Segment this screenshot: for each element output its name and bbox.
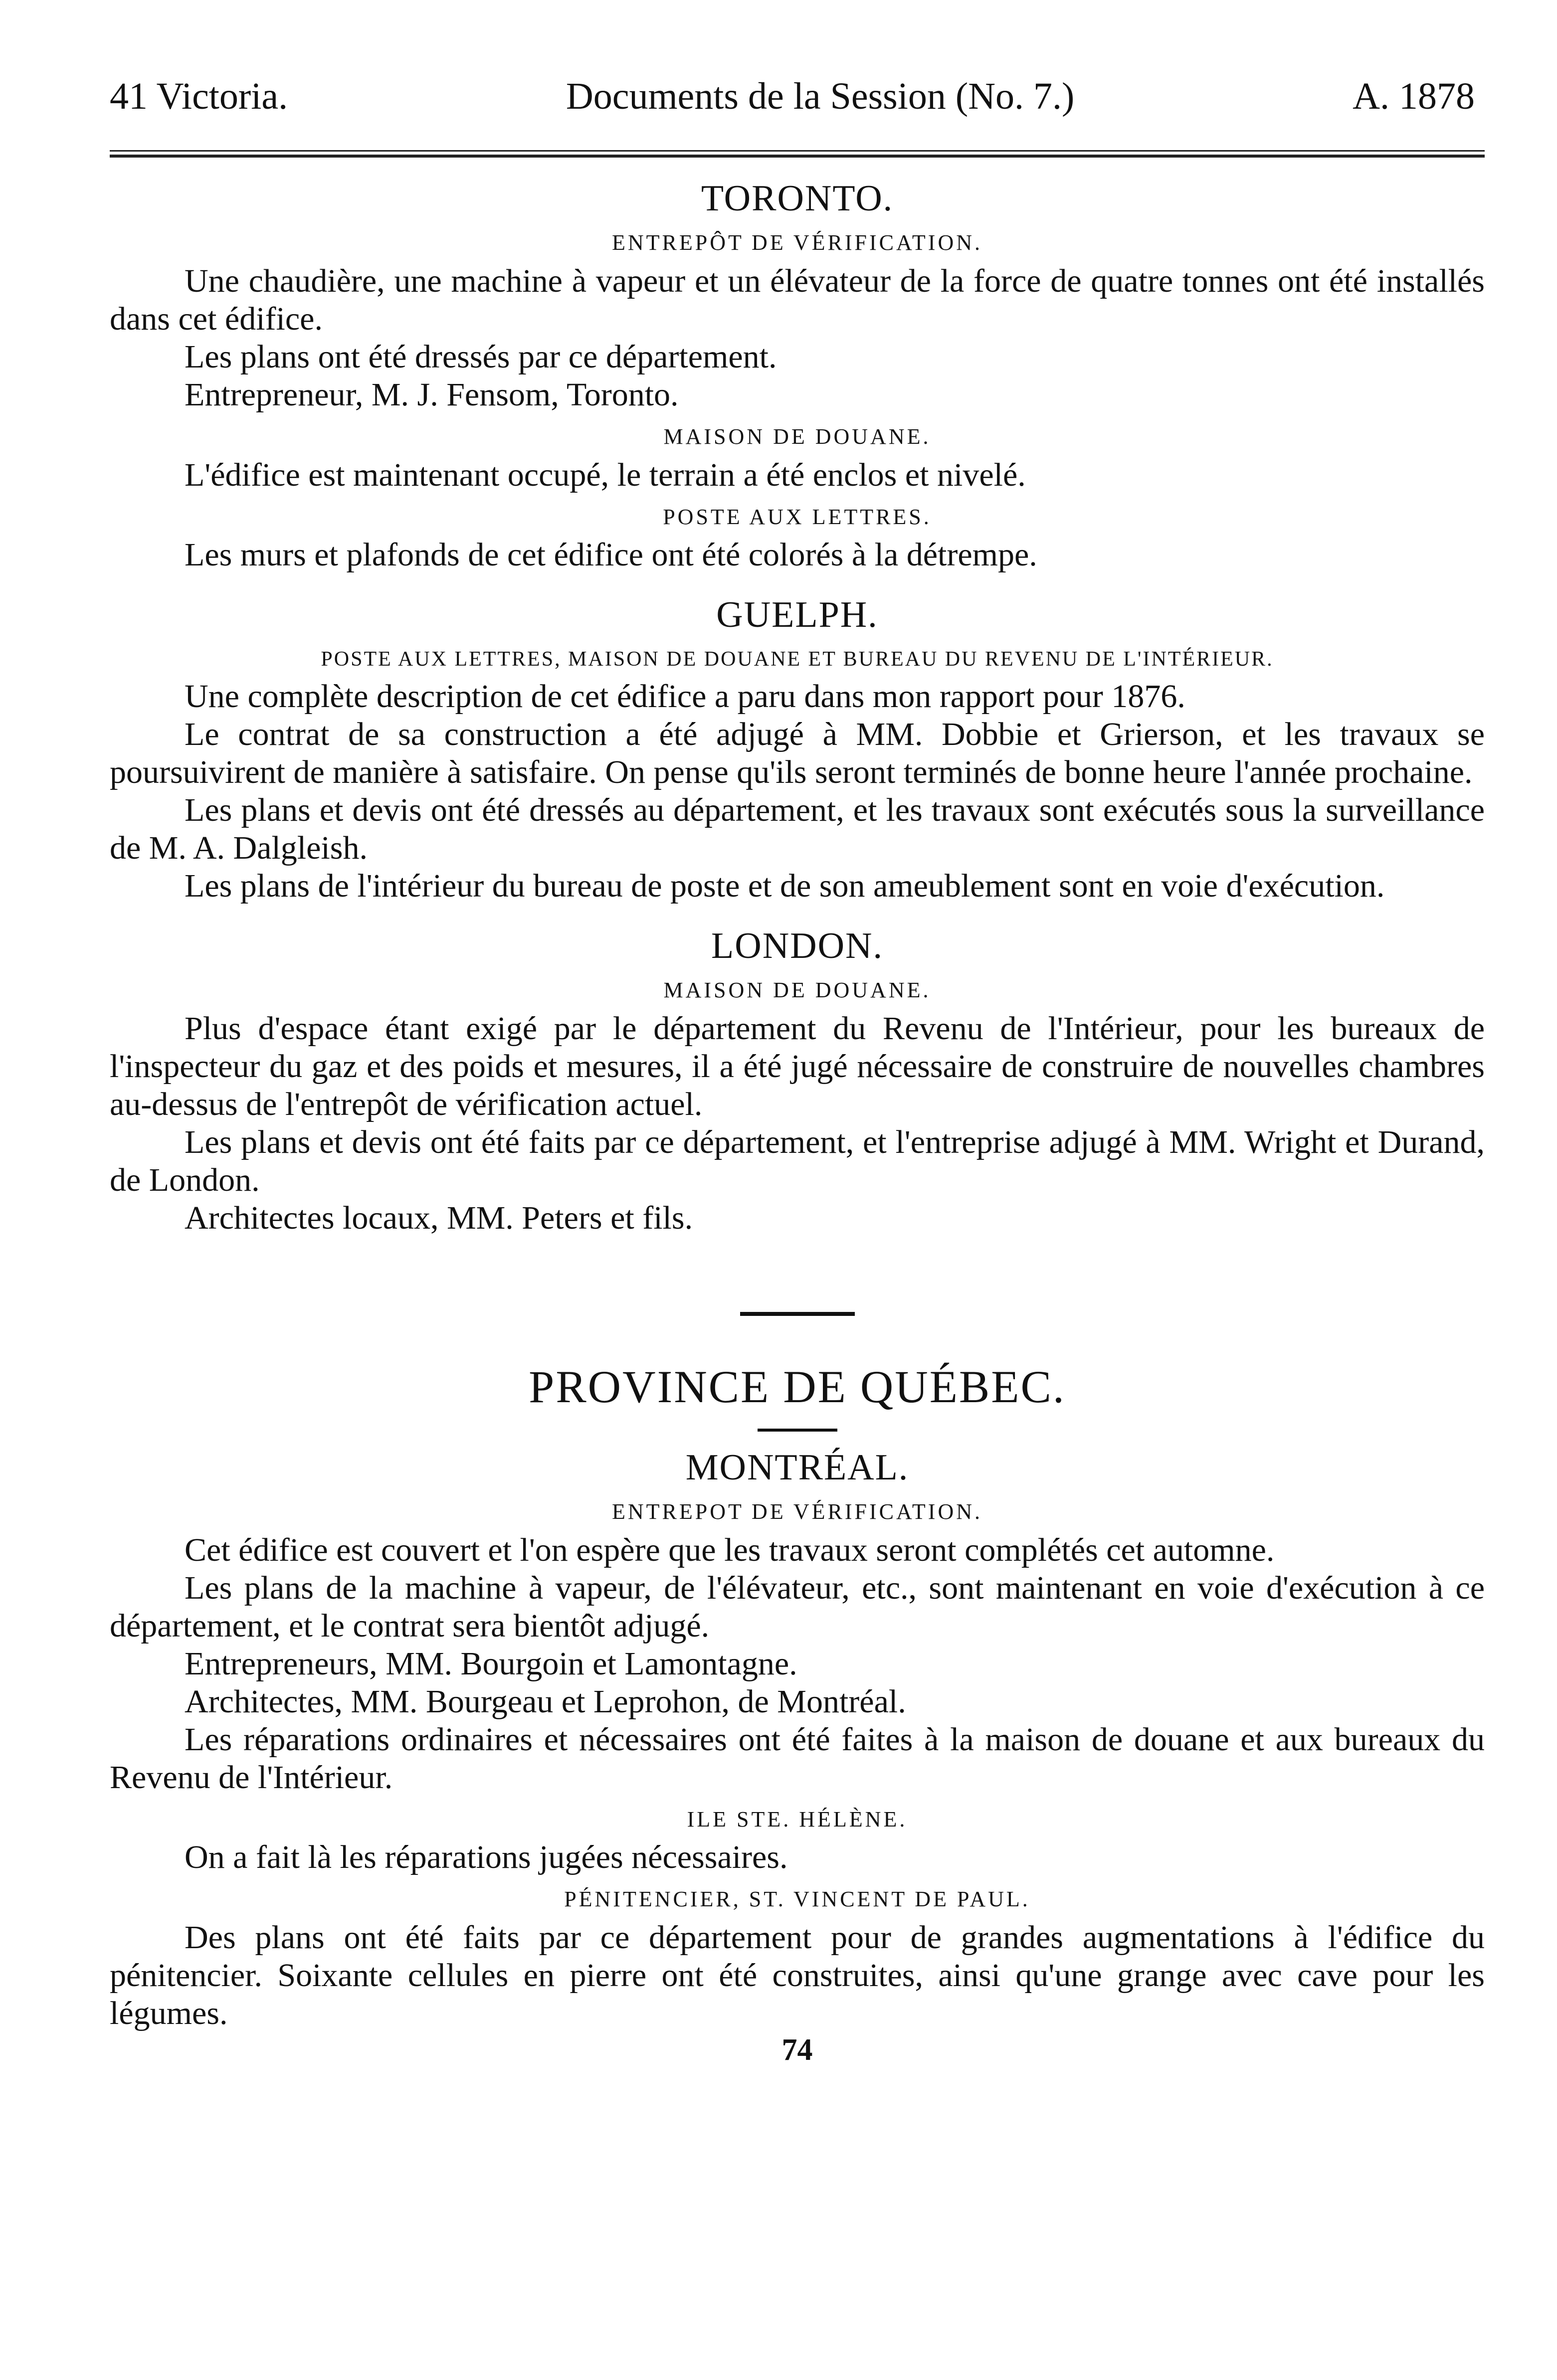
heading-toronto: TORONTO. <box>701 178 894 219</box>
subheading-london-douane: MAISON DE DOUANE. <box>663 978 931 1003</box>
header-rule-thick <box>110 155 1485 158</box>
heading-guelph: GUELPH. <box>716 594 878 636</box>
paragraph: Plus d'espace étant exigé par le département du Revenu de l'Intérieur, pour les bureaux de l'inspecteur du gaz et des poids et mesures, il a été jugé nécessaire de construire de nouvelles chambres au-dessus de l'entrepôt de vérification actuel. <box>110 1010 1485 1122</box>
page-number: 74 <box>781 2033 813 2067</box>
section-separator <box>740 1312 855 1316</box>
paragraph: Les plans de l'intérieur du bureau de poste et de son ameublement sont en voie d'exécution. <box>185 867 1385 904</box>
paragraph: Des plans ont été faits par ce département pour de grandes augmentations à l'édifice du pénitencier. Soixante cellules en pierre ont été construites, ainsi qu'une grange avec cave pour les légumes. <box>110 1919 1485 2032</box>
paragraph: Les plans et devis ont été dressés au département, et les travaux sont exécutés sous la surveillance de M. A. Dalgleish. <box>110 791 1485 866</box>
header-year: A. 1878 <box>1353 75 1475 117</box>
paragraph: Une complète description de cet édifice a paru dans mon rapport pour 1876. <box>185 678 1185 715</box>
header-volume: 41 Victoria. <box>110 75 288 117</box>
paragraph: Entrepreneurs, MM. Bourgoin et Lamontagne. <box>185 1645 797 1682</box>
paragraph: On a fait là les réparations jugées nécessaires. <box>185 1839 788 1876</box>
subheading-toronto-douane: MAISON DE DOUANE. <box>663 424 931 449</box>
paragraph: Une chaudière, une machine à vapeur et un élévateur de la force de quatre tonnes ont été installés dans cet édifice. <box>110 262 1485 337</box>
paragraph: Les plans et devis ont été faits par ce département, et l'entreprise adjugé à MM. Wright et Durand, de London. <box>110 1123 1485 1198</box>
paragraph: Entrepreneur, M. J. Fensom, Toronto. <box>185 376 679 413</box>
subheading-ile-ste-helene: ILE STE. HÉLÈNE. <box>687 1807 908 1831</box>
heading-london: LONDON. <box>711 925 883 966</box>
heading-province-quebec: PROVINCE DE QUÉBEC. <box>529 1361 1066 1412</box>
subheading-toronto-poste: POSTE AUX LETTRES. <box>663 504 932 529</box>
section-separator-short <box>758 1429 837 1432</box>
header-rule-thin <box>110 150 1485 152</box>
paragraph: Cet édifice est couvert et l'on espère que les travaux seront complétés cet automne. <box>185 1531 1275 1568</box>
paragraph: Le contrat de sa construction a été adjugé à MM. Dobbie et Grierson, et les travaux se poursuivirent de manière à satisfaire. On pense qu'ils seront terminés de bonne heure l'année prochaine. <box>110 716 1485 790</box>
paragraph: L'édifice est maintenant occupé, le terrain a été enclos et nivelé. <box>185 456 1026 493</box>
paragraph: Les plans ont été dressés par ce département. <box>185 338 777 375</box>
paragraph: Architectes locaux, MM. Peters et fils. <box>185 1199 693 1236</box>
paragraph: Architectes, MM. Bourgeau et Leprohon, de Montréal. <box>185 1683 906 1720</box>
subheading-montreal-entrepot: ENTREPOT DE VÉRIFICATION. <box>611 1499 983 1524</box>
header-title: Documents de la Session (No. 7.) <box>566 75 1075 117</box>
subheading-guelph: POSTE AUX LETTRES, MAISON DE DOUANE ET BUREAU DU REVENU DE L'INTÉRIEUR. <box>321 647 1274 671</box>
subheading-toronto-entrepot: ENTREPÔT DE VÉRIFICATION. <box>611 230 983 255</box>
running-head <box>110 77 1485 115</box>
subheading-penitencier: PÉNITENCIER, ST. VINCENT DE PAUL. <box>564 1887 1030 1912</box>
heading-montreal: MONTRÉAL. <box>685 1447 909 1488</box>
paragraph: Les plans de la machine à vapeur, de l'élévateur, etc., sont maintenant en voie d'exécution à ce département, et le contrat sera bientôt adjugé. <box>110 1569 1485 1644</box>
paragraph: Les réparations ordinaires et nécessaires ont été faites à la maison de douane et aux bureaux du Revenu de l'Intérieur. <box>110 1721 1485 1796</box>
paragraph: Les murs et plafonds de cet édifice ont été colorés à la détrempe. <box>185 537 1037 573</box>
